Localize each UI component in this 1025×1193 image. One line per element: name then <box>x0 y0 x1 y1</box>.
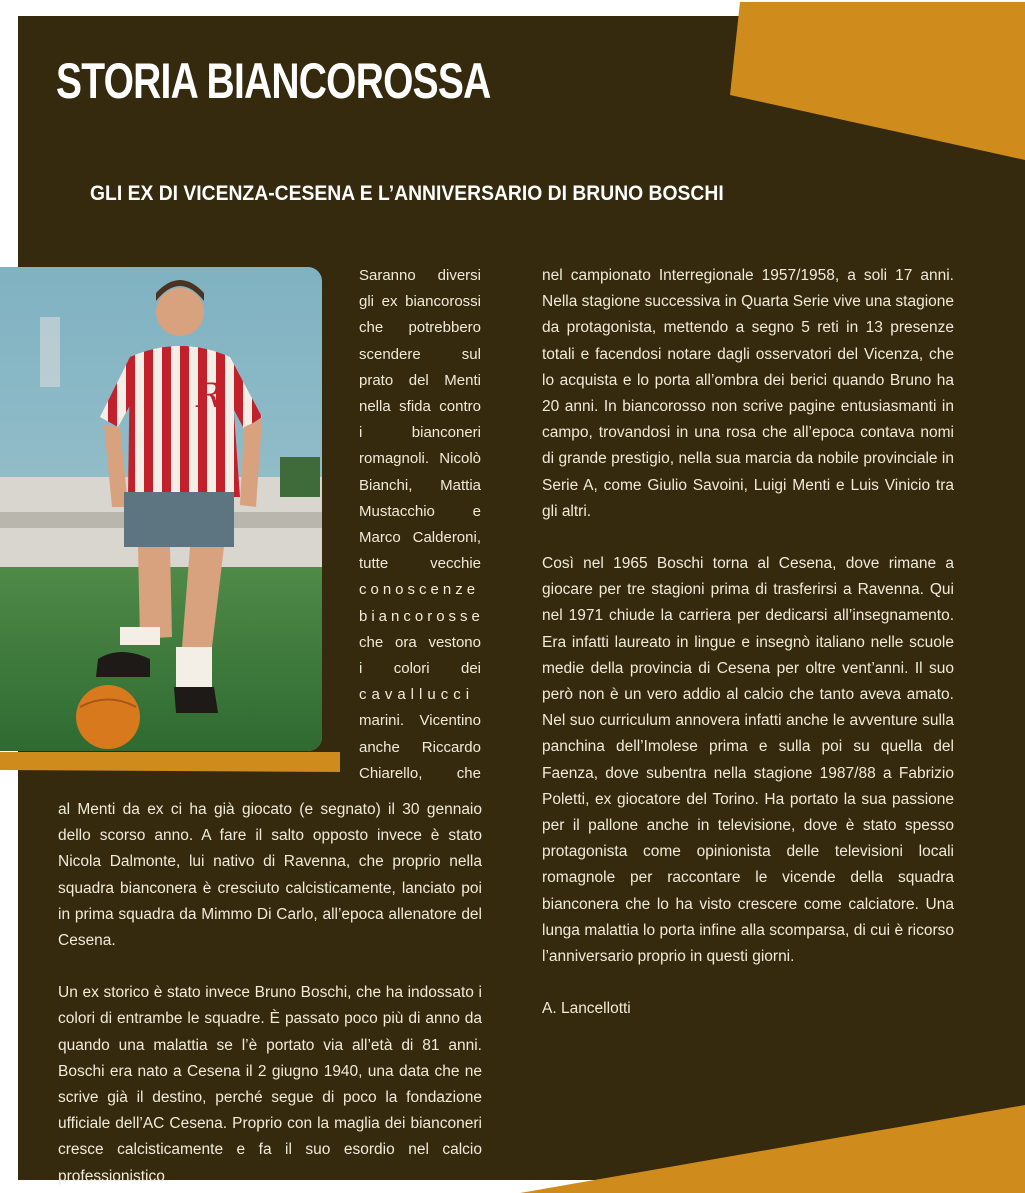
intro-line: i bianconeri <box>359 424 481 442</box>
intro-line: che ora vestono <box>359 633 481 651</box>
intro-line: gli ex biancorossi <box>359 293 481 311</box>
intro-line: Chiarello, che <box>359 764 481 782</box>
intro-line: Mustacchio e <box>359 502 481 520</box>
intro-line: prato del Menti <box>359 371 481 389</box>
intro-line: che potrebbero <box>359 319 481 337</box>
intro-column <box>359 263 484 787</box>
intro-line: Saranno diversi <box>359 267 481 284</box>
intro-continuation: al Menti da ex ci ha già giocato (e segnato) il 30 gennaio dello scorso anno. A fare il salto opposto invece è stato Nicola Dalmonte, lui nativo di Ravenna, che proprio nella squadra bianconera è cresciuto calcisticamente, lanciato poi in prima squadra da Mimmo Di Carlo, all’epoca allenatore del Cesena. <box>58 801 482 950</box>
intro-line: scendere sul <box>359 345 481 363</box>
boschi-paragraph-continued: nel campionato Interregionale 1957/1958, a soli 17 anni. Nella stagione successiva in Quarta Serie vive una stagione da protagonista, mettendo a segno 5 reti in 13 presenze totali e facendosi notare dagli osservatori del Vicenza, che lo acquista e lo porta all’ombra dei berici quando Bruno ha 20 anni. In biancorosso non scrive pagine entusiasmanti in campo, trovandosi in una rosa che all’epoca contava nomi di grande prestigio, nella sua marcia da nobile provinciale in Serie A, come Giulio Savoini, Luigi Menti e Luis Vinicio tra gli altri. <box>542 267 954 520</box>
author-signature: A. Lancellotti <box>542 1000 631 1018</box>
intro-line: anche Riccardo <box>359 738 481 756</box>
article-subtitle: GLI EX DI VICENZA-CESENA E L’ANNIVERSARIO DI BRUNO BOSCHI <box>90 182 724 205</box>
intro-line: nella sfida contro <box>359 398 481 416</box>
page-title: STORIA BIANCOROSSA <box>56 53 491 109</box>
career-paragraph: Così nel 1965 Boschi torna al Cesena, dove rimane a giocare per tre stagioni prima di trasferirsi a Ravenna. Qui nel 1971 chiude la carriera per dedicarsi all’insegnamento. Era infatti laureato in lingue e insegnò italiano nelle scuole medie della provincia di Cesena per oltre vent’anni. Il suo però non è un vero addio al calcio che tanto aveva amato. Nel suo curriculum annovera infatti anche le avventure sulla panchina dell’Imolese prima e sulla poi su quella del Faenza, dove subentra nella stagione 1987/88 a Fabrizio Poletti, ex giocatore del Torino. Ha portato la sua passione per il pallone anche in televisione, dove è stato spesso protagonista come opinionista delle televisioni locali romagnole per raccontare le vicende della squadra bianconera che lo ha visto crescere come calciatore. Una lunga malattia lo porta infine alla scomparsa, di cui è ricorso l’anniversario proprio in questi giorni. <box>542 555 954 966</box>
intro-line: Marco Calderoni, <box>359 529 481 547</box>
intro-line: Bianchi, Mattia <box>359 476 481 494</box>
intro-line: conoscenze <box>359 581 480 599</box>
boschi-paragraph: Un ex storico è stato invece Bruno Boschi, che ha indossato i colori di entrambe le squadre. È passato poco più di anno da quando una malattia se l’è portato via all’età di 81 anni. Boschi era nato a Cesena il 2 giugno 1940, una data che ne scrive già il destino, perché segue di poco la fondazione ufficiale dell’AC Cesena. Proprio con la maglia dei bianconeri cresce calcisticamente e fa il suo esordio nel calcio professionistico <box>58 984 482 1185</box>
player-photo <box>0 267 322 751</box>
intro-line: biancorosse <box>359 607 484 625</box>
left-column-body <box>58 797 482 1190</box>
right-column <box>542 263 954 1022</box>
intro-line: tutte vecchie <box>359 555 481 573</box>
intro-line: cavallucci <box>359 686 475 704</box>
intro-line: i colori dei <box>359 660 481 678</box>
intro-line: romagnoli. Nicolò <box>359 450 481 468</box>
jersey-crest: R <box>196 376 222 416</box>
intro-line: marini. Vicentino <box>359 712 481 730</box>
